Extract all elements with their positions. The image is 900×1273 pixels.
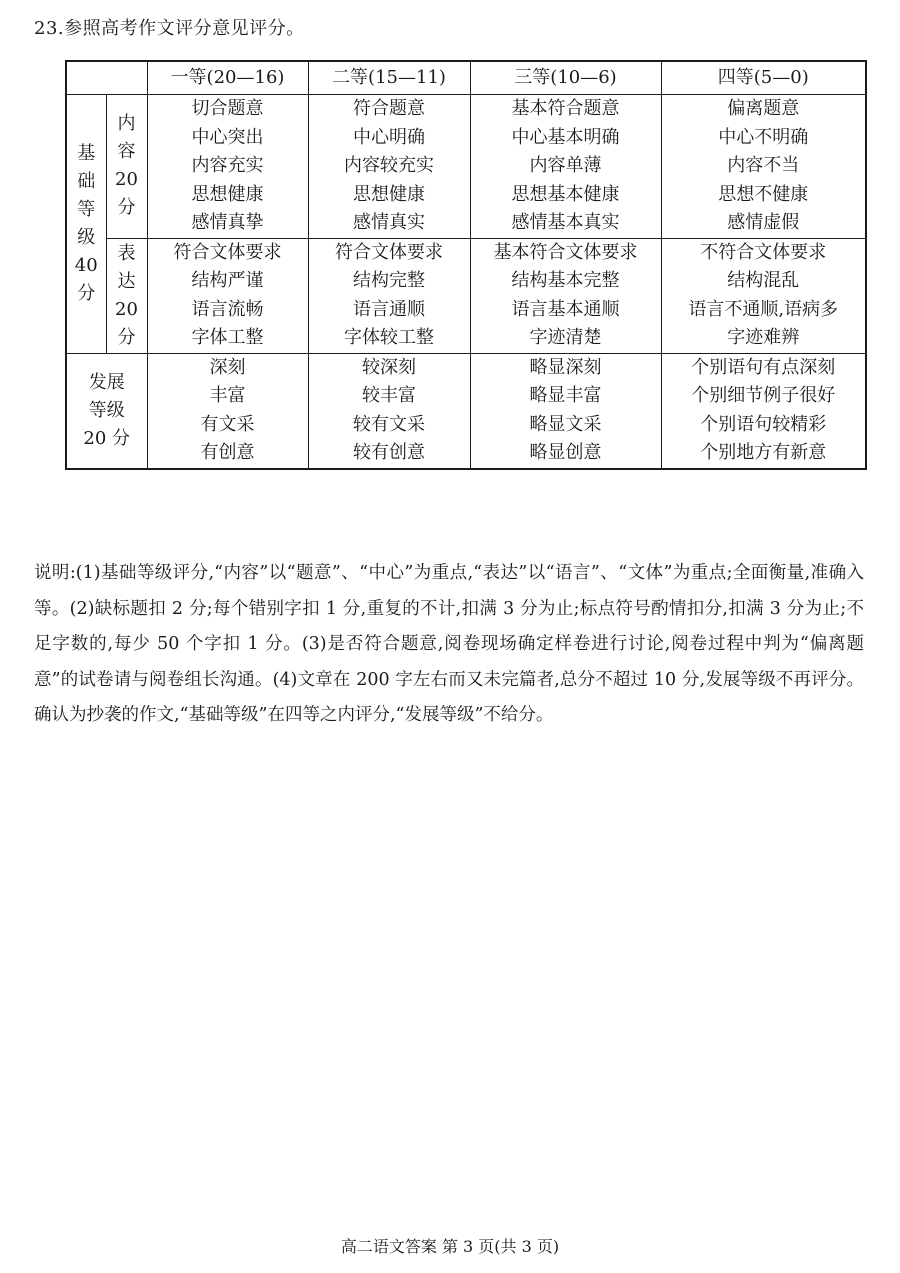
- content-level-4: 偏离题意 中心不明确 内容不当 思想不健康 感情虚假: [661, 95, 866, 239]
- content-label: 内 容 20 分: [106, 95, 147, 239]
- scoring-notes: 说明:(1)基础等级评分,“内容”以“题意”、“中心”为重点,“表达”以“语言”、“文体”为重点;全面衡量,准确入等。(2)缺标题扣 2 分;每个错别字扣 1 分,重复的不计,扣满 3 分为止;标点符号酌情扣分,扣满 3 分为止;不足字数的,每少 50 个字扣 1 分。(3)是否符合题意,阅卷现场确定样卷进行讨论,阅卷过程中判为“偏离题意”的试卷请与阅卷组长沟通。(4)文章在 200 字左右而又未完篇者,总分不超过 10 分,发展等级不再评分。确认为抄袭的作文,“基础等级”在四等之内评分,“发展等级”不给分。: [34, 563, 864, 726]
- rubric-header-row: [66, 61, 866, 95]
- content-level-1: 切合题意 中心突出 内容充实 思想健康 感情真挚: [147, 95, 308, 239]
- expression-level-4: 不符合文体要求 结构混乱 语言不通顺,语病多 字迹难辨: [661, 238, 866, 353]
- content-level-2: 符合题意 中心明确 内容较充实 思想健康 感情真实: [308, 95, 470, 239]
- question-title: 23.参照高考作文评分意见评分。: [34, 18, 305, 39]
- content-row: [66, 95, 866, 239]
- development-level-3: 略显深刻 略显丰富 略显文采 略显创意: [470, 353, 661, 469]
- expression-level-3: 基本符合文体要求 结构基本完整 语言基本通顺 字迹清楚: [470, 238, 661, 353]
- expression-level-2: 符合文体要求 结构完整 语言通顺 字体较工整: [308, 238, 470, 353]
- level-header-3: 三等(10—6): [470, 61, 661, 95]
- level-header-1: 一等(20—16): [147, 61, 308, 95]
- expression-label: 表 达 20 分: [106, 238, 147, 353]
- scoring-rubric-table: [65, 60, 867, 470]
- development-level-label: 发展 等级 20 分: [66, 353, 147, 469]
- content-level-3: 基本符合题意 中心基本明确 内容单薄 思想基本健康 感情基本真实: [470, 95, 661, 239]
- development-row: [66, 353, 866, 469]
- development-level-4: 个别语句有点深刻 个别细节例子很好 个别语句较精彩 个别地方有新意: [661, 353, 866, 469]
- development-level-1: 深刻 丰富 有文采 有创意: [147, 353, 308, 469]
- expression-level-1: 符合文体要求 结构严谨 语言流畅 字体工整: [147, 238, 308, 353]
- level-header-2: 二等(15—11): [308, 61, 470, 95]
- development-level-2: 较深刻 较丰富 较有文采 较有创意: [308, 353, 470, 469]
- page-footer: 高二语文答案 第 3 页(共 3 页): [340, 1237, 560, 1256]
- level-header-4: 四等(5—0): [661, 61, 866, 95]
- expression-row: [66, 238, 866, 353]
- header-corner: [66, 61, 147, 95]
- basic-level-label: 基 础 等 级 40 分: [66, 95, 106, 354]
